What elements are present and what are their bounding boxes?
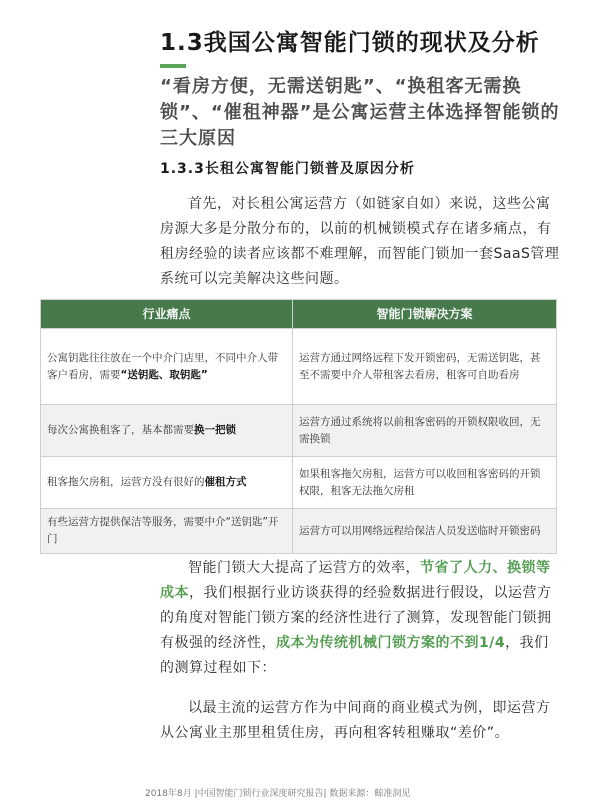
page-footer: 2018年8月 |中国智能门锁行业深度研究报告| 数据来源：鲸准洞见 bbox=[145, 789, 411, 799]
paragraph-intro: 首先，对长租公寓运营方（如链家自如）来说，这些公寓房源大多是分散分布的，以前的机械锁模式存在诸多痛点，有租房经验的读者应该都不难理解，而智能门锁加一套SaaS管理系统可以完美解决这些问题。 bbox=[160, 196, 560, 287]
pain-cell: 公寓钥匙往往放在一个中介门店里，不同中介人带客户看房，需要“送钥匙、取钥匙” bbox=[41, 329, 293, 405]
page-title: 1.3我国公寓智能门锁的现状及分析 bbox=[160, 30, 540, 56]
pain-cell: 有些运营方提供保洁等服务，需要中介“送钥匙”开门 bbox=[41, 509, 293, 554]
pain-emphasis: 催租方式 bbox=[204, 476, 247, 488]
pain-cell: 每次公寓换租客了，基本都需要换一把锁 bbox=[41, 405, 293, 457]
highlight-cost-ratio: 成本为传统机械门锁方案的不到1/4 bbox=[276, 635, 506, 651]
table-row bbox=[41, 329, 557, 405]
subtitle: “看房方便，无需送钥匙”、“换租客无需换锁”、“催租神器”是公寓运营主体选择智能锁的三大原因 bbox=[160, 76, 560, 149]
solution-cell: 运营方通过网络远程下发开锁密码，无需送钥匙，甚至不需要中介人带租客去看房，租客可自助看房 bbox=[293, 329, 557, 405]
solution-cell: 如果租客拖欠房租，运营方可以收回租客密码的开锁权限，租客无法拖欠房租 bbox=[293, 457, 557, 509]
pain-cell: 租客拖欠房租，运营方没有很好的催租方式 bbox=[41, 457, 293, 509]
pain-emphasis: “送钥匙、取钥匙” bbox=[120, 368, 208, 381]
header-pain-points: 行业痛点 bbox=[41, 300, 293, 329]
paragraph-efficiency: 智能门锁大大提高了运营方的效率，节省了人力、换锁等成本，我们根据行业访谈获得的经验数据进行假设，以运营方的角度对智能门锁方案的经济性进行了测算，发现智能门锁拥有极强的经济性，成本为传统机械门锁方案的不到1/4，我们的测算过程如下： bbox=[160, 560, 552, 676]
table-row bbox=[41, 509, 557, 554]
header-solution: 智能门锁解决方案 bbox=[293, 300, 557, 329]
table-row bbox=[41, 457, 557, 509]
pain-emphasis: 换一把锁 bbox=[194, 424, 236, 436]
table-row bbox=[41, 405, 557, 457]
solution-cell: 运营方可以用网络远程给保洁人员发送临时开锁密码 bbox=[293, 509, 557, 554]
highlight-cost-savings: 节省了人力、换锁等成本 bbox=[160, 560, 551, 601]
table-header-row bbox=[41, 300, 557, 329]
paragraph-business-model: 以最主流的运营方作为中间商的商业模式为例，即运营方从公寓业主那里租赁住房，再向租客转租赚取“差价”。 bbox=[160, 700, 551, 741]
solution-cell: 运营方通过系统将以前租客密码的开锁权限收回，无需换锁 bbox=[293, 405, 557, 457]
subtitle-accent-bar bbox=[160, 64, 186, 68]
section-title: 1.3.3长租公寓智能门锁普及原因分析 bbox=[160, 161, 415, 177]
pain-points-table bbox=[40, 299, 557, 554]
